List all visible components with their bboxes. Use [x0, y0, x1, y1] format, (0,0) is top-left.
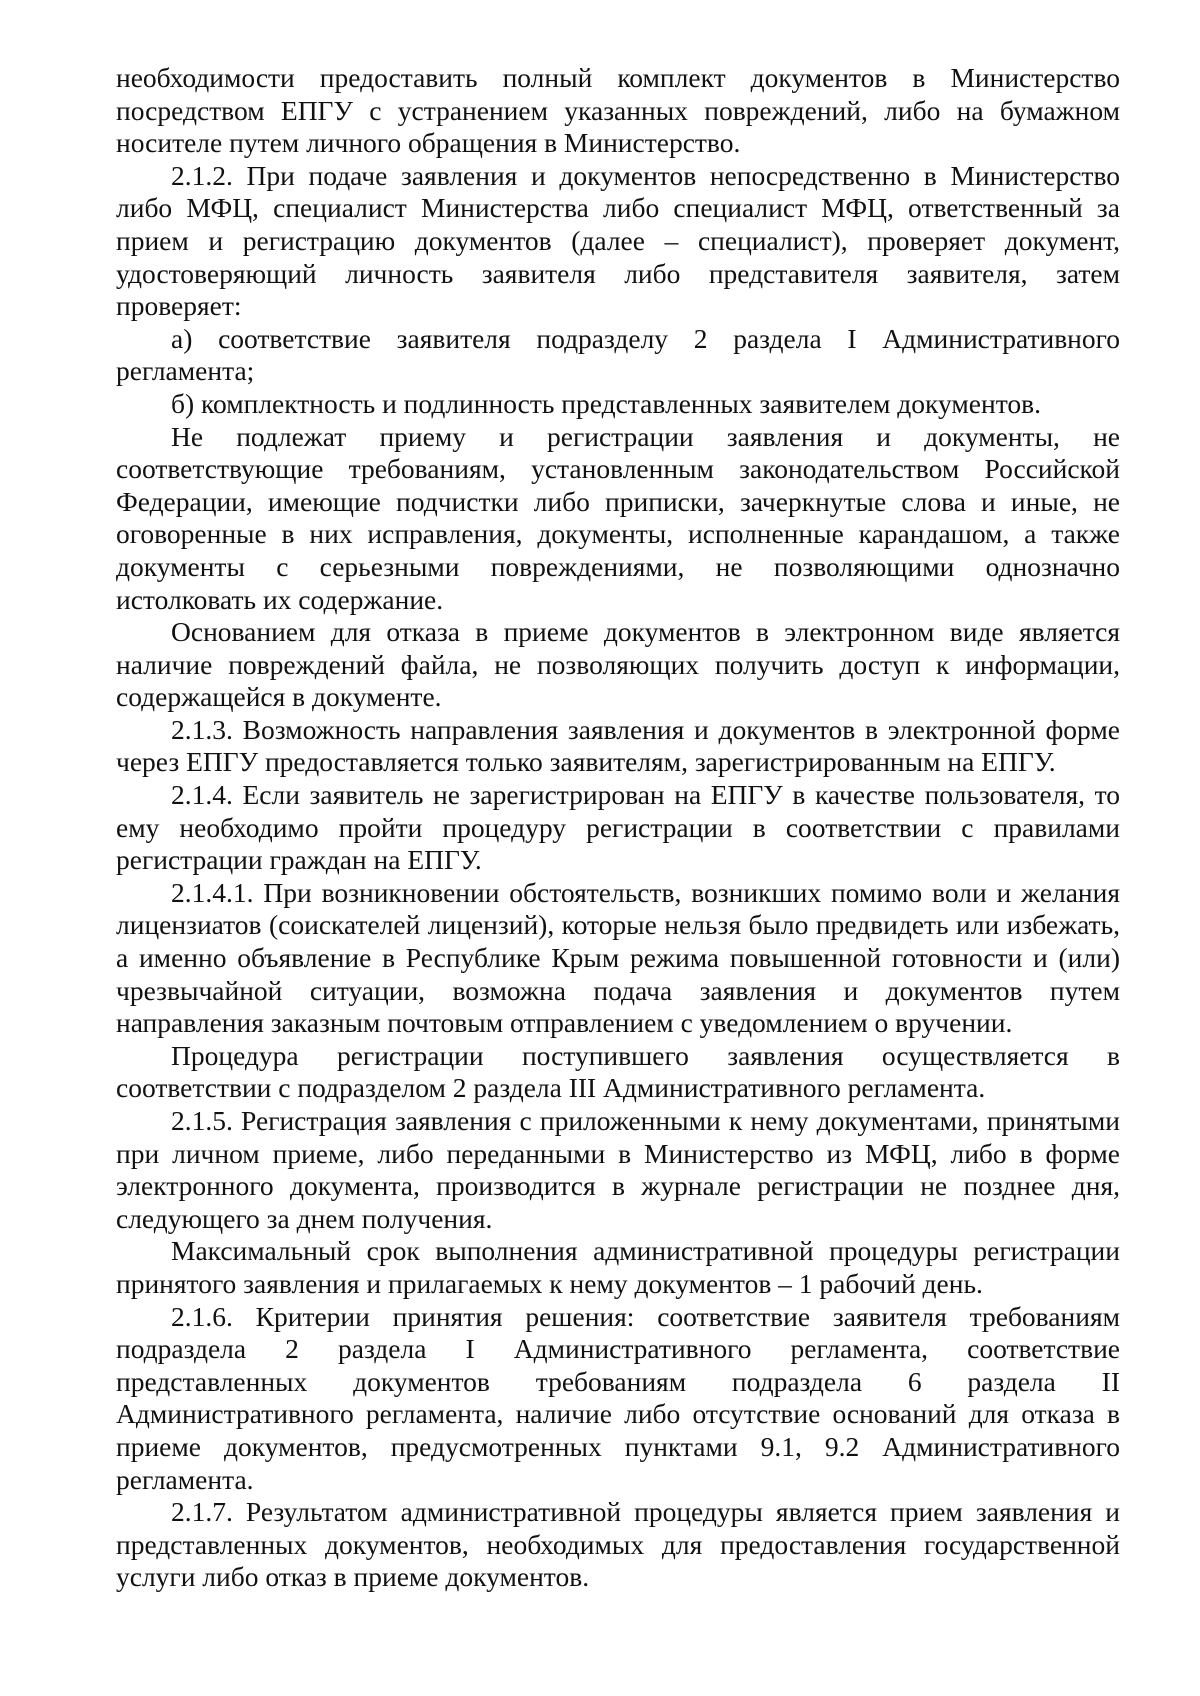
paragraph-registration-procedure: Процедура регистрации поступившего заявления осуществляется в соответствии с подразделом 2 раздела III Административного регламента.	[116, 1039, 1120, 1104]
paragraph-2-1-6: 2.1.6. Критерии принятия решения: соответствие заявителя требованиям подраздела 2 раздела I Административного регламента, соответствие представленных документов требованиям подраздела 6 раздела II Административного регламента, наличие либо отсутствие оснований для отказа в приеме документов, предусмотренных пунктами 9.1, 9.2 Административного регламента.	[116, 1300, 1120, 1495]
list-item-a: а) соответствие заявителя подразделу 2 раздела I Административного регламента;	[116, 322, 1120, 387]
document-page	[116, 62, 1120, 1594]
paragraph-2-1-5: 2.1.5. Регистрация заявления с приложенными к нему документами, принятыми при личном приеме, либо переданными в Министерство из МФЦ, либо в форме электронного документа, производится в журнале регистрации не позднее дня, следующего за днем получения.	[116, 1105, 1120, 1234]
paragraph-not-accepted: Не подлежат приему и регистрации заявления и документы, не соответствующие требованиям, установленным законодательством Российской Федерации, имеющие подчистки либо приписки, зачеркнутые слова и иные, не оговоренные в них исправления, документы, исполненные карандашом, а также документы с серьезными повреждениями, не позволяющими однозначно истолковать их содержание.	[116, 420, 1120, 615]
paragraph-max-term: Максимальный срок выполнения административной процедуры регистрации принятого заявления и прилагаемых к нему документов – 1 рабочий день.	[116, 1235, 1120, 1299]
paragraph-refusal-basis: Основанием для отказа в приеме документов в электронном виде является наличие повреждений файла, не позволяющих получить доступ к информации, содержащейся в документе.	[116, 616, 1120, 713]
paragraph-2-1-2: 2.1.2. При подаче заявления и документов непосредственно в Министерство либо МФЦ, специалист Министерства либо специалист МФЦ, ответственный за прием и регистрацию документов (далее – специалист), проверяет документ, удостоверяющий личность заявителя либо представителя заявителя, затем проверяет:	[116, 159, 1120, 322]
paragraph-continuation: необходимости предоставить полный комплект документов в Министерство посредством ЕПГУ с устранением указанных повреждений, либо на бумажном носителе путем личного обращения в Министерство.	[116, 62, 1120, 159]
paragraph-2-1-3: 2.1.3. Возможность направления заявления и документов в электронной форме через ЕПГУ предоставляется только заявителям, зарегистрированным на ЕПГУ.	[116, 713, 1120, 778]
list-item-b: б) комплектность и подлинность представленных заявителем документов.	[171, 387, 1041, 419]
paragraph-2-1-7: 2.1.7. Результатом административной процедуры является прием заявления и представленных документов, необходимых для предоставления государственной услуги либо отказ в приеме документов.	[116, 1496, 1120, 1593]
paragraph-2-1-4: 2.1.4. Если заявитель не зарегистрирован на ЕПГУ в качестве пользователя, то ему необходимо пройти процедуру регистрации в соответствии с правилами регистрации граждан на ЕПГУ.	[116, 779, 1120, 876]
paragraph-2-1-4-1: 2.1.4.1. При возникновении обстоятельств, возникших помимо воли и желания лицензиатов (соискателей лицензий), которые нельзя было предвидеть или избежать, а именно объявление в Республике Крым режима повышенной готовности и (или) чрезвычайной ситуации, возможна подача заявления и документов путем направления заказным почтовым отправлением с уведомлением о вручении.	[116, 876, 1120, 1039]
